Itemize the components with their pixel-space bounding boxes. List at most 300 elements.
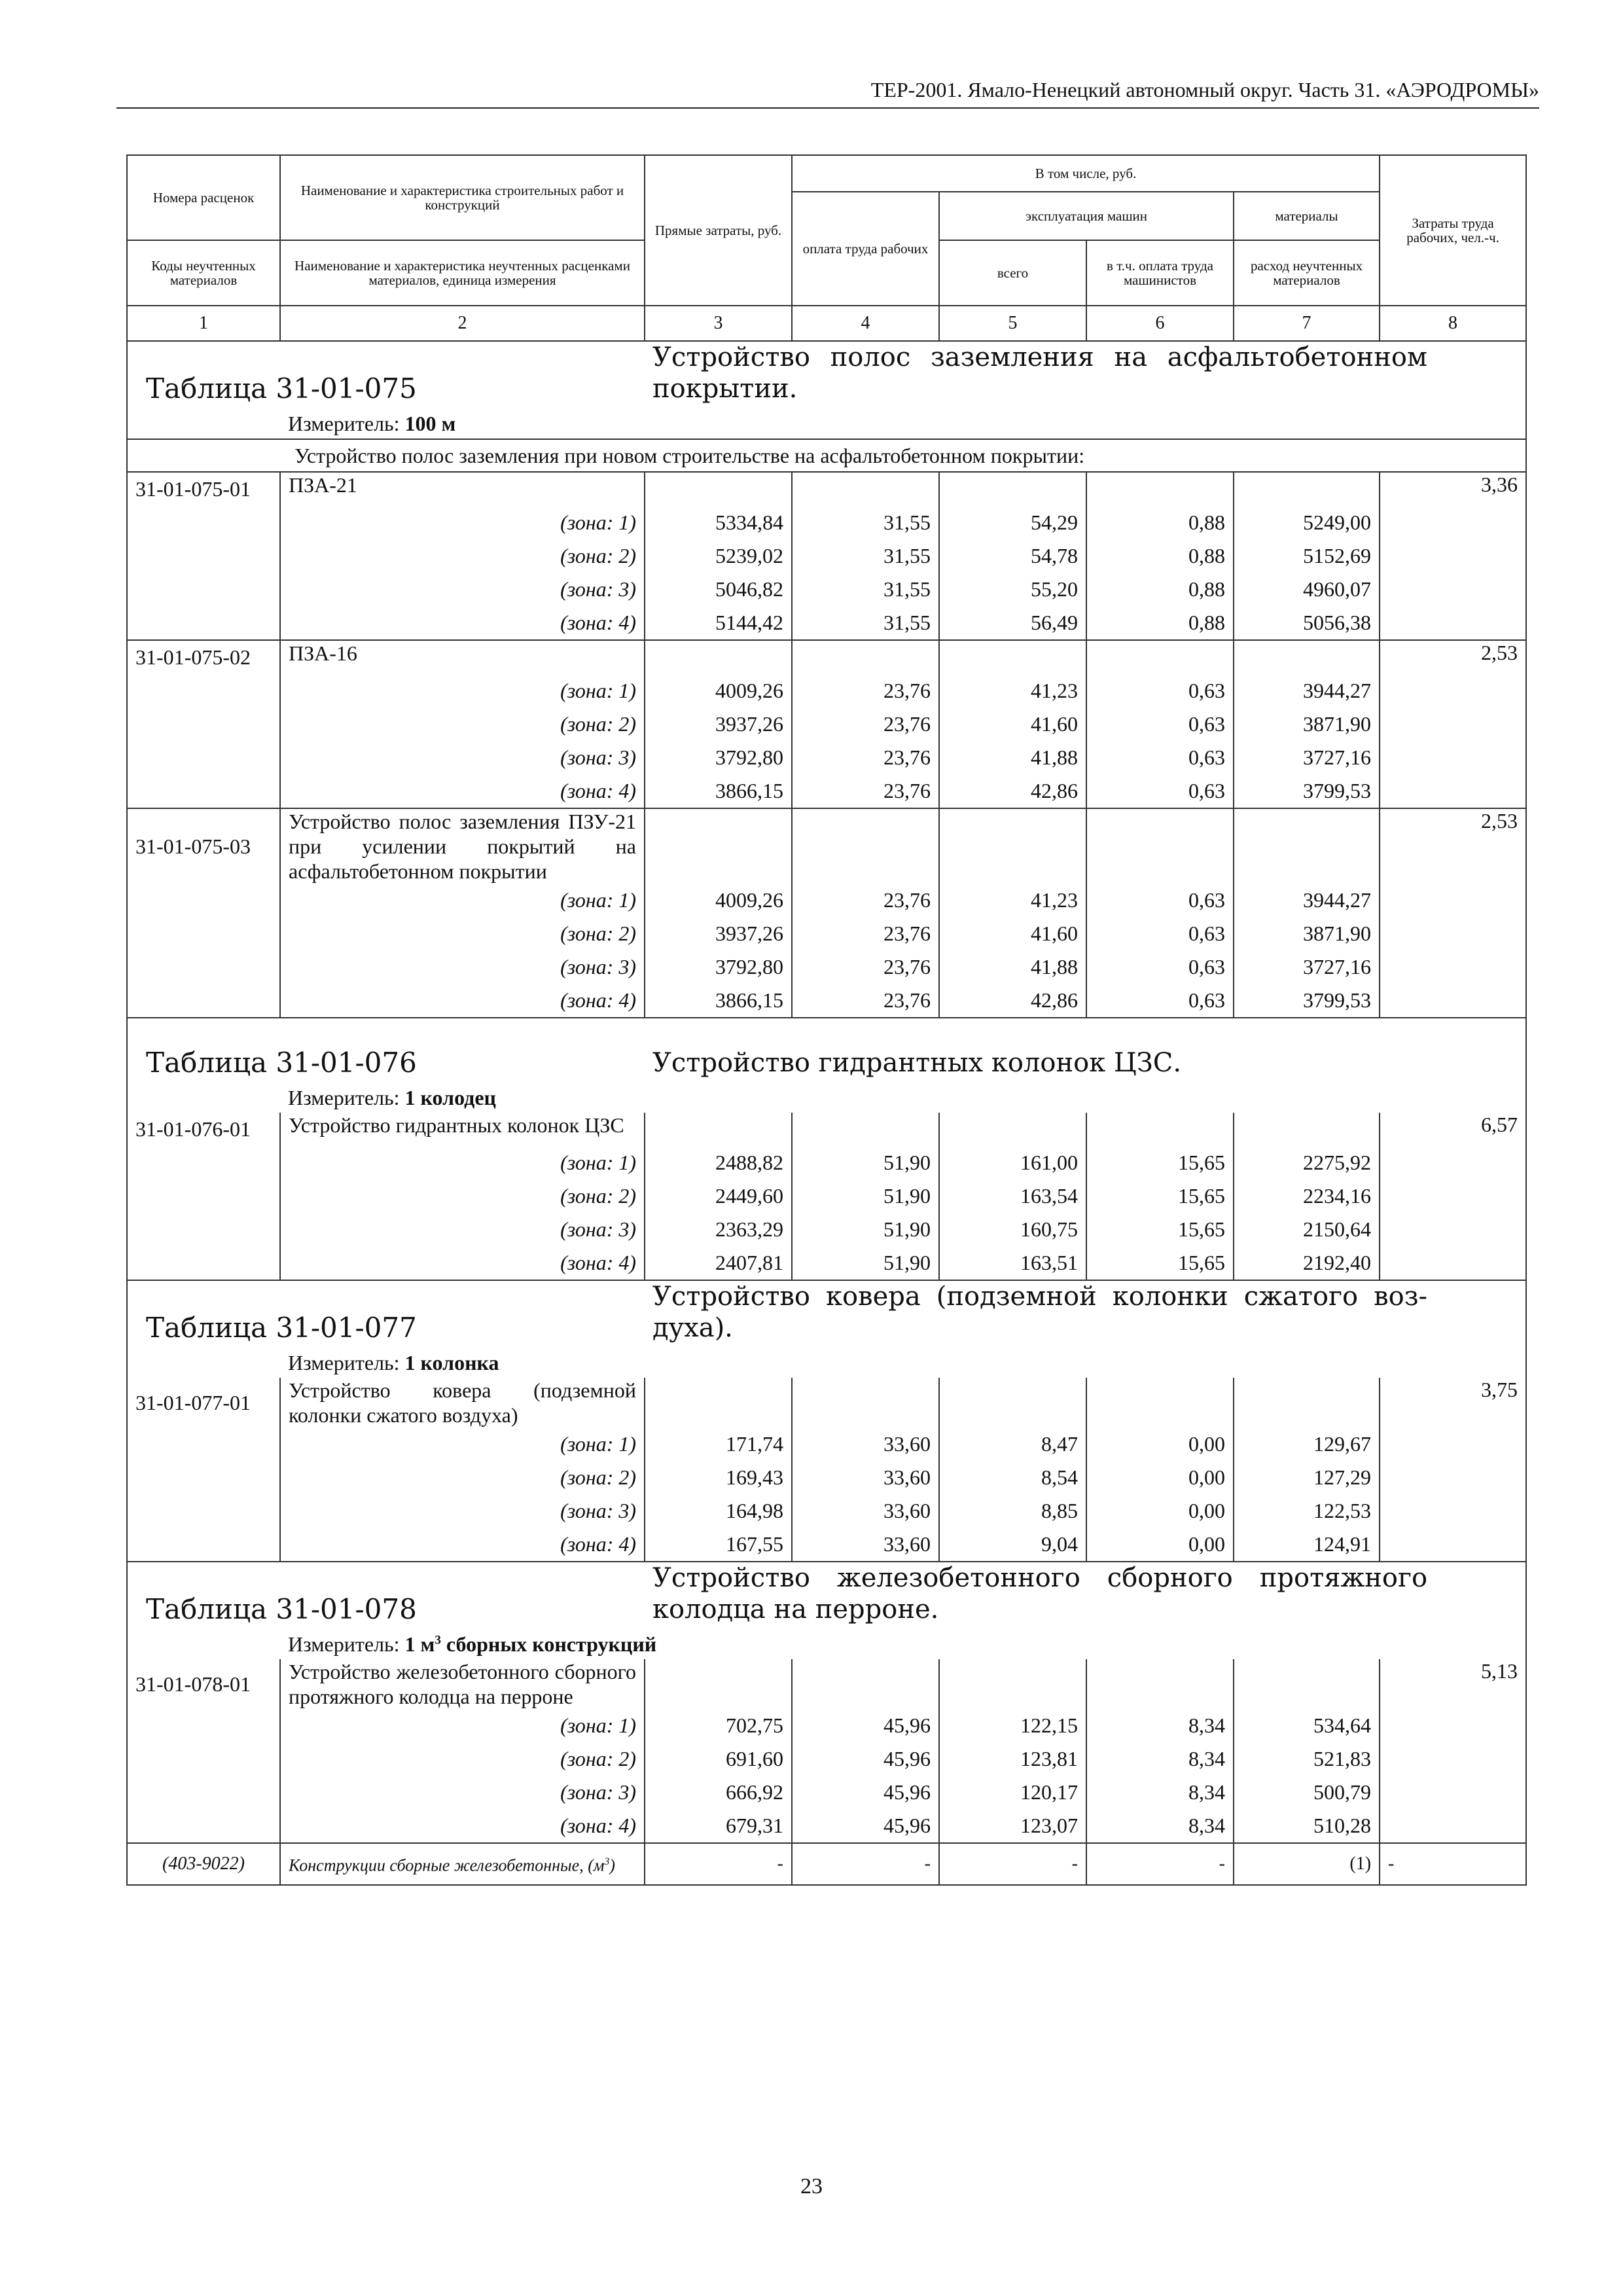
machinist-pay: 8,34 <box>1086 1709 1234 1742</box>
rate-name: ПЗА-21 <box>280 472 645 506</box>
labor-cost: 3,36 <box>1380 472 1526 506</box>
resource-name-tail: ) <box>609 1856 615 1875</box>
rate-name: Устройство гидрантных колонок ЦЗС <box>280 1113 645 1146</box>
empty-cell <box>127 1246 280 1280</box>
materials: 4960,07 <box>1234 573 1380 606</box>
meter-spacer <box>127 1348 280 1378</box>
materials: 2234,16 <box>1234 1179 1380 1213</box>
resource-pay: - <box>792 1843 939 1885</box>
rate-name: Устройство полос заземления ПЗУ-21 при усилении покрытий на асфальтобетонном покрытии <box>280 808 645 884</box>
col-number: 2 <box>280 306 645 341</box>
machines-total: 9,04 <box>939 1528 1086 1562</box>
meter-value <box>405 1351 499 1374</box>
direct-costs: 164,98 <box>645 1494 792 1528</box>
materials: 3871,90 <box>1234 708 1380 741</box>
materials: 5152,69 <box>1234 539 1380 573</box>
direct-costs: 666,92 <box>645 1776 792 1809</box>
zone-label: (зона: 1) <box>280 1427 645 1461</box>
machinist-pay: 0,88 <box>1086 506 1234 539</box>
labor-pay: 45,96 <box>792 1776 939 1809</box>
direct-costs: 169,43 <box>645 1461 792 1494</box>
rate-code: 31-01-078-01 <box>127 1659 280 1709</box>
materials: 3944,27 <box>1234 884 1380 917</box>
labor-pay: 33,60 <box>792 1494 939 1528</box>
empty-cell <box>127 774 280 808</box>
table-title: Устройство железобетонного сборного протяжного колодца на перроне. <box>645 1562 1526 1629</box>
empty-cell <box>1380 674 1526 708</box>
meter-row <box>127 1348 1526 1378</box>
machines-total: 41,88 <box>939 950 1086 984</box>
machinist-pay: 0,88 <box>1086 606 1234 640</box>
direct-costs: 3937,26 <box>645 917 792 950</box>
direct-costs: 679,31 <box>645 1809 792 1843</box>
labor-pay: 31,55 <box>792 606 939 640</box>
empty-cell <box>127 984 280 1018</box>
empty-cell <box>1234 1113 1380 1146</box>
materials: 129,67 <box>1234 1427 1380 1461</box>
labor-cost: 5,13 <box>1380 1659 1526 1709</box>
zone-row <box>127 573 1526 606</box>
machines-total: 8,54 <box>939 1461 1086 1494</box>
resource-code: (403-9022) <box>127 1843 280 1885</box>
empty-cell <box>1380 606 1526 640</box>
col-header-including: В том числе, руб. <box>792 155 1380 192</box>
meter-cell <box>280 1348 1526 1378</box>
materials: 3727,16 <box>1234 741 1380 774</box>
labor-pay: 45,96 <box>792 1742 939 1776</box>
machines-total: 41,60 <box>939 917 1086 950</box>
materials: 122,53 <box>1234 1494 1380 1528</box>
machinist-pay: 0,63 <box>1086 950 1234 984</box>
col-header-labor-costs: Затраты труда рабочих, чел.-ч. <box>1380 155 1526 306</box>
rate-item-row <box>127 472 1526 506</box>
zone-row <box>127 1213 1526 1246</box>
zone-row <box>127 1809 1526 1843</box>
zone-label: (зона: 3) <box>280 1494 645 1528</box>
machines-total: 41,88 <box>939 741 1086 774</box>
materials: 3871,90 <box>1234 917 1380 950</box>
labor-pay: 31,55 <box>792 573 939 606</box>
empty-cell <box>127 573 280 606</box>
machines-total: 54,29 <box>939 506 1086 539</box>
resource-materials: (1) <box>1234 1843 1380 1885</box>
zone-row <box>127 539 1526 573</box>
machinist-pay: 0,00 <box>1086 1494 1234 1528</box>
resource-name <box>280 1843 645 1885</box>
labor-pay: 33,60 <box>792 1528 939 1562</box>
empty-cell <box>1086 1378 1234 1427</box>
table-title-row <box>127 1280 1526 1348</box>
empty-cell <box>1086 1113 1234 1146</box>
rate-item-row <box>127 640 1526 674</box>
labor-pay: 51,90 <box>792 1246 939 1280</box>
labor-pay: 31,55 <box>792 506 939 539</box>
materials: 2275,92 <box>1234 1146 1380 1179</box>
col-number: 1 <box>127 306 280 341</box>
labor-pay: 23,76 <box>792 917 939 950</box>
machinist-pay: 0,00 <box>1086 1528 1234 1562</box>
labor-pay: 45,96 <box>792 1709 939 1742</box>
meter-spacer <box>127 1083 280 1113</box>
col-header-work-name: Наименование и характеристика строительных работ и конструкций <box>280 155 645 240</box>
zone-label: (зона: 2) <box>280 708 645 741</box>
labor-pay: 23,76 <box>792 774 939 808</box>
empty-cell <box>939 808 1086 884</box>
zone-label: (зона: 1) <box>280 884 645 917</box>
rate-name: ПЗА-16 <box>280 640 645 674</box>
machinist-pay: 8,34 <box>1086 1742 1234 1776</box>
col-header-labor-pay: оплата труда рабочих <box>792 192 939 306</box>
machines-total: 161,00 <box>939 1146 1086 1179</box>
rate-code: 31-01-076-01 <box>127 1113 280 1146</box>
direct-costs: 2407,81 <box>645 1246 792 1280</box>
zone-label: (зона: 2) <box>280 1742 645 1776</box>
table-label: Таблица 31-01-076 <box>127 1018 645 1083</box>
resource-row <box>127 1843 1526 1885</box>
machines-total: 8,85 <box>939 1494 1086 1528</box>
empty-cell <box>1380 917 1526 950</box>
rate-item-row <box>127 1659 1526 1709</box>
materials: 2192,40 <box>1234 1246 1380 1280</box>
empty-cell <box>1380 1528 1526 1562</box>
running-header <box>116 73 1539 109</box>
rate-code: 31-01-075-01 <box>127 472 280 506</box>
machines-total: 42,86 <box>939 774 1086 808</box>
meter-cell <box>280 408 1526 439</box>
empty-cell <box>1380 1742 1526 1776</box>
empty-cell <box>792 808 939 884</box>
materials: 521,83 <box>1234 1742 1380 1776</box>
meter-label: Измеритель: <box>288 1085 400 1109</box>
machines-total: 56,49 <box>939 606 1086 640</box>
meter-superscript: 3 <box>435 1632 441 1647</box>
table-title-row <box>127 1562 1526 1629</box>
labor-pay: 23,76 <box>792 741 939 774</box>
empty-cell <box>127 1709 280 1742</box>
zone-row <box>127 1246 1526 1280</box>
subheader-row <box>127 439 1526 472</box>
empty-cell <box>939 472 1086 506</box>
col-number: 6 <box>1086 306 1234 341</box>
rate-name: Устройство ковера (подземной колонки сжатого воздуха) <box>280 1378 645 1427</box>
subheader-text: Устройство полос заземления при новом строительстве на асфальтобетонном покрытии: <box>127 439 1526 472</box>
meter-row <box>127 408 1526 439</box>
labor-cost: 2,53 <box>1380 640 1526 674</box>
empty-cell <box>1380 1246 1526 1280</box>
machines-total: 42,86 <box>939 984 1086 1018</box>
machinist-pay: 0,63 <box>1086 884 1234 917</box>
machines-total: 123,07 <box>939 1809 1086 1843</box>
materials: 5056,38 <box>1234 606 1380 640</box>
machinist-pay: 0,88 <box>1086 539 1234 573</box>
meter-cell <box>280 1629 1526 1659</box>
empty-cell <box>1234 1378 1380 1427</box>
empty-cell <box>1086 472 1234 506</box>
direct-costs: 2488,82 <box>645 1146 792 1179</box>
empty-cell <box>1380 1494 1526 1528</box>
zone-row <box>127 708 1526 741</box>
resource-machinist-pay: - <box>1086 1843 1234 1885</box>
rate-code: 31-01-075-02 <box>127 640 280 674</box>
empty-cell <box>1380 950 1526 984</box>
empty-cell <box>792 1659 939 1709</box>
empty-cell <box>939 1113 1086 1146</box>
col-number: 4 <box>792 306 939 341</box>
table-title-row <box>127 1018 1526 1083</box>
table-label: Таблица 31-01-077 <box>127 1280 645 1348</box>
col-header-material-codes: Коды неучтенных материалов <box>127 240 280 306</box>
materials: 500,79 <box>1234 1776 1380 1809</box>
empty-cell <box>645 1659 792 1709</box>
zone-label: (зона: 1) <box>280 1709 645 1742</box>
zone-label: (зона: 4) <box>280 1528 645 1562</box>
empty-cell <box>1234 808 1380 884</box>
meter-label: Измеритель: <box>288 1632 400 1656</box>
empty-cell <box>1380 573 1526 606</box>
meter-value-text: 1 колодец <box>404 1085 496 1109</box>
machinist-pay: 0,63 <box>1086 741 1234 774</box>
direct-costs: 691,60 <box>645 1742 792 1776</box>
rate-code: 31-01-077-01 <box>127 1378 280 1427</box>
zone-row <box>127 1427 1526 1461</box>
empty-cell <box>1380 1146 1526 1179</box>
empty-cell <box>127 1461 280 1494</box>
column-numbers-row <box>127 306 1526 341</box>
empty-cell <box>127 1494 280 1528</box>
table-label: Таблица 31-01-075 <box>127 341 645 408</box>
materials: 534,64 <box>1234 1709 1380 1742</box>
machines-total: 41,23 <box>939 884 1086 917</box>
empty-cell <box>127 1427 280 1461</box>
meter-cell <box>280 1083 1526 1113</box>
table-title: Устройство гидрантных колонок ЦЗС. <box>645 1018 1526 1083</box>
machines-total: 163,51 <box>939 1246 1086 1280</box>
empty-cell <box>792 472 939 506</box>
col-number: 7 <box>1234 306 1380 341</box>
zone-row <box>127 774 1526 808</box>
materials: 124,91 <box>1234 1528 1380 1562</box>
empty-cell <box>127 917 280 950</box>
col-header-direct-costs: Прямые затраты, руб. <box>645 155 792 306</box>
labor-pay: 23,76 <box>792 708 939 741</box>
zone-row <box>127 741 1526 774</box>
zone-row <box>127 1776 1526 1809</box>
meter-value-text: 100 м <box>404 411 456 435</box>
zone-label: (зона: 4) <box>280 1809 645 1843</box>
col-header-machines-total: всего <box>939 240 1086 306</box>
col-header-machinist-pay: в т.ч. оплата труда машинистов <box>1086 240 1234 306</box>
zone-row <box>127 674 1526 708</box>
empty-cell <box>127 606 280 640</box>
direct-costs: 2449,60 <box>645 1179 792 1213</box>
empty-cell <box>1380 1427 1526 1461</box>
resource-machines: - <box>939 1843 1086 1885</box>
col-header-unaccounted-materials: расход неучтенных материалов <box>1234 240 1380 306</box>
col-header-materials: материалы <box>1234 192 1380 240</box>
materials: 3799,53 <box>1234 774 1380 808</box>
empty-cell <box>127 1179 280 1213</box>
empty-cell <box>127 674 280 708</box>
direct-costs: 3866,15 <box>645 774 792 808</box>
materials: 2150,64 <box>1234 1213 1380 1246</box>
zone-row <box>127 1461 1526 1494</box>
labor-pay: 33,60 <box>792 1461 939 1494</box>
rate-item-row <box>127 1113 1526 1146</box>
empty-cell <box>645 808 792 884</box>
empty-cell <box>939 1659 1086 1709</box>
labor-pay: 31,55 <box>792 539 939 573</box>
machinist-pay: 0,63 <box>1086 708 1234 741</box>
zone-label: (зона: 3) <box>280 741 645 774</box>
empty-cell <box>1380 884 1526 917</box>
rate-name: Устройство железобетонного сборного протяжного колодца на перроне <box>280 1659 645 1709</box>
direct-costs: 3792,80 <box>645 741 792 774</box>
col-number: 8 <box>1380 306 1526 341</box>
machines-total: 123,81 <box>939 1742 1086 1776</box>
materials: 510,28 <box>1234 1809 1380 1843</box>
labor-pay: 51,90 <box>792 1179 939 1213</box>
zone-label: (зона: 4) <box>280 984 645 1018</box>
direct-costs: 171,74 <box>645 1427 792 1461</box>
machinist-pay: 0,63 <box>1086 774 1234 808</box>
labor-cost: 6,57 <box>1380 1113 1526 1146</box>
materials: 3727,16 <box>1234 950 1380 984</box>
zone-row <box>127 1528 1526 1562</box>
zone-label: (зона: 1) <box>280 506 645 539</box>
empty-cell <box>127 1213 280 1246</box>
direct-costs: 167,55 <box>645 1528 792 1562</box>
direct-costs: 2363,29 <box>645 1213 792 1246</box>
meter-value <box>405 1632 657 1656</box>
machines-total: 160,75 <box>939 1213 1086 1246</box>
zone-row <box>127 606 1526 640</box>
empty-cell <box>1380 1709 1526 1742</box>
materials: 3799,53 <box>1234 984 1380 1018</box>
empty-cell <box>127 884 280 917</box>
resource-name-text: Конструкции сборные железобетонные, (м <box>289 1856 605 1875</box>
zone-label: (зона: 3) <box>280 573 645 606</box>
machines-total: 120,17 <box>939 1776 1086 1809</box>
machines-total: 8,47 <box>939 1427 1086 1461</box>
direct-costs: 4009,26 <box>645 884 792 917</box>
zone-row <box>127 884 1526 917</box>
zone-row <box>127 1179 1526 1213</box>
direct-costs: 5144,42 <box>645 606 792 640</box>
col-header-material-name: Наименование и характеристика неучтенных расценками материалов, единица измерения <box>280 240 645 306</box>
col-header-rate-numbers: Номера расценок <box>127 155 280 240</box>
labor-pay: 51,90 <box>792 1146 939 1179</box>
table-label: Таблица 31-01-078 <box>127 1562 645 1629</box>
empty-cell <box>645 472 792 506</box>
zone-label: (зона: 2) <box>280 539 645 573</box>
empty-cell <box>1380 1776 1526 1809</box>
empty-cell <box>939 640 1086 674</box>
empty-cell <box>127 708 280 741</box>
meter-value-text: 1 м <box>404 1632 435 1656</box>
machines-total: 55,20 <box>939 573 1086 606</box>
labor-pay: 23,76 <box>792 884 939 917</box>
machines-total: 122,15 <box>939 1709 1086 1742</box>
empty-cell <box>1380 539 1526 573</box>
empty-cell <box>127 1742 280 1776</box>
machinist-pay: 15,65 <box>1086 1146 1234 1179</box>
meter-value <box>405 1086 496 1109</box>
direct-costs: 4009,26 <box>645 674 792 708</box>
labor-pay: 45,96 <box>792 1809 939 1843</box>
table-body <box>127 341 1526 1885</box>
zone-label: (зона: 1) <box>280 674 645 708</box>
machinist-pay: 0,00 <box>1086 1461 1234 1494</box>
direct-costs: 5239,02 <box>645 539 792 573</box>
zone-label: (зона: 4) <box>280 606 645 640</box>
meter-value-tail: сборных конструкций <box>440 1632 657 1656</box>
labor-pay: 51,90 <box>792 1213 939 1246</box>
zone-row <box>127 984 1526 1018</box>
meter-label: Измеритель: <box>288 1350 400 1374</box>
labor-pay: 23,76 <box>792 950 939 984</box>
empty-cell <box>645 640 792 674</box>
labor-pay: 33,60 <box>792 1427 939 1461</box>
zone-label: (зона: 4) <box>280 774 645 808</box>
zone-row <box>127 1494 1526 1528</box>
machines-total: 54,78 <box>939 539 1086 573</box>
empty-cell <box>1380 774 1526 808</box>
rates-table <box>126 154 1527 1886</box>
direct-costs: 5334,84 <box>645 506 792 539</box>
meter-value <box>405 412 456 435</box>
empty-cell <box>645 1378 792 1427</box>
machines-total: 41,60 <box>939 708 1086 741</box>
empty-cell <box>127 1528 280 1562</box>
rate-item-row <box>127 808 1526 884</box>
machinist-pay: 0,00 <box>1086 1427 1234 1461</box>
labor-cost: 3,75 <box>1380 1378 1526 1427</box>
empty-cell <box>127 1809 280 1843</box>
zone-label: (зона: 1) <box>280 1146 645 1179</box>
col-number: 3 <box>645 306 792 341</box>
zone-row <box>127 1146 1526 1179</box>
meter-row <box>127 1083 1526 1113</box>
empty-cell <box>1380 1809 1526 1843</box>
table-title-row <box>127 341 1526 408</box>
empty-cell <box>1086 808 1234 884</box>
machinist-pay: 8,34 <box>1086 1809 1234 1843</box>
meter-label: Измеритель: <box>288 411 400 435</box>
direct-costs: 702,75 <box>645 1709 792 1742</box>
zone-label: (зона: 2) <box>280 917 645 950</box>
resource-labor: - <box>1380 1843 1526 1885</box>
zone-label: (зона: 2) <box>280 1461 645 1494</box>
meter-spacer <box>127 1629 280 1659</box>
table-title: Устройство ковера (подземной колонки сжатого воз-духа). <box>645 1280 1526 1348</box>
meter-row <box>127 1629 1526 1659</box>
zone-row <box>127 950 1526 984</box>
empty-cell <box>1234 640 1380 674</box>
meter-value-text: 1 колонка <box>404 1350 499 1374</box>
zone-label: (зона: 3) <box>280 950 645 984</box>
empty-cell <box>1086 1659 1234 1709</box>
machinist-pay: 15,65 <box>1086 1246 1234 1280</box>
empty-cell <box>1380 1461 1526 1494</box>
machinist-pay: 0,63 <box>1086 674 1234 708</box>
empty-cell <box>645 1113 792 1146</box>
empty-cell <box>1234 472 1380 506</box>
table-title: Устройство полос заземления на асфальтобетонном покрытии. <box>645 341 1526 408</box>
empty-cell <box>127 741 280 774</box>
machinist-pay: 15,65 <box>1086 1213 1234 1246</box>
zone-label: (зона: 4) <box>280 1246 645 1280</box>
empty-cell <box>127 950 280 984</box>
